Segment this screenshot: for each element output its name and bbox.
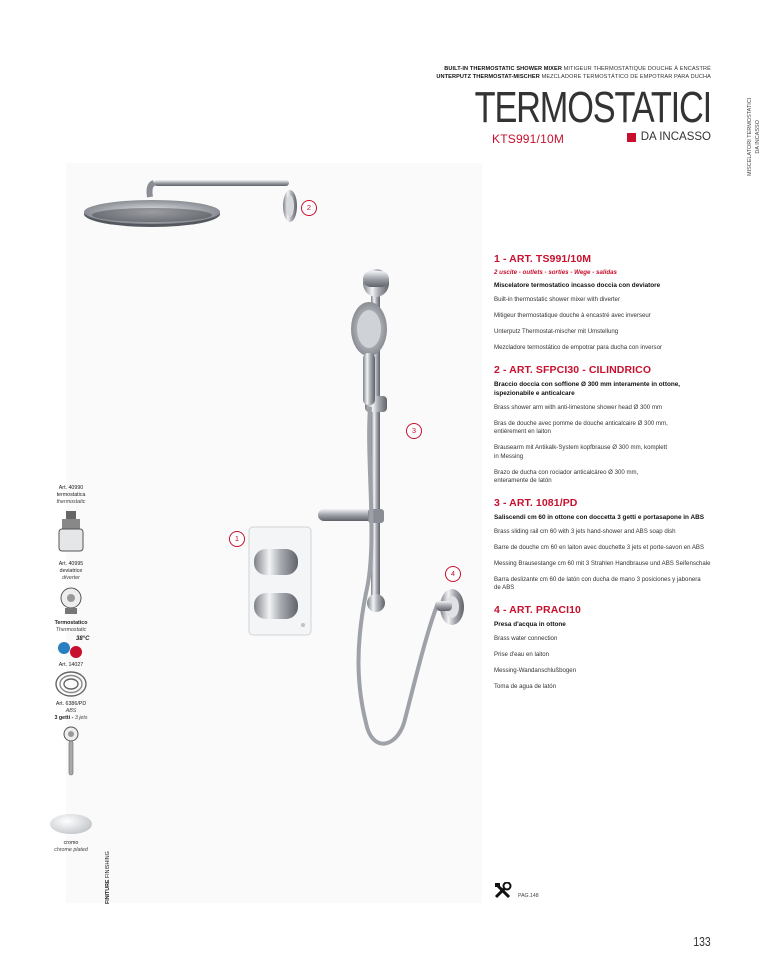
section-line: Unterputz Thermostat-mischer mit Umstellung (494, 328, 619, 335)
finish-name: cromo (63, 840, 79, 846)
section-description-it: Miscelatore termostatico incasso doccia con deviatore (494, 282, 661, 289)
acc-3-name: Termostatico (54, 620, 88, 626)
acc-4-code: Art. 14027 (58, 662, 84, 668)
header-subtitle-1-bold: BUILT-IN THERMOSTATIC SHOWER MIXER (444, 66, 562, 72)
section-description-it: Presa d'acqua in ottone (494, 620, 566, 628)
section-line: Mezcladore termostático de empotrar para ducha con inversor (494, 344, 662, 351)
section-line: Messing-Wandanschlußbogen (494, 666, 577, 674)
thermostatic-cartridge-icon (51, 509, 91, 559)
acc-5-name: ABS (65, 708, 77, 714)
model-code: KTS991/10M (492, 132, 565, 146)
tools-icon (494, 882, 512, 900)
cold-dot-icon (58, 642, 70, 654)
section-description-it: Braccio doccia con soffione Ø 300 mm interamente in ottone, ispezionabile e anticalcare (494, 380, 681, 397)
finish-vertical-label (105, 840, 115, 904)
section-line: Prise d'eau en laiton (494, 650, 550, 658)
install-type (627, 131, 711, 143)
section-subtitle: 2 uscite - outlets - sorties - Wege - salidas (494, 269, 617, 276)
acc-5-jets-en: 3 jets (74, 715, 88, 721)
tools-page-ref: PAG.148 (518, 893, 539, 899)
finish-en: chrome plated (54, 847, 88, 853)
section-line: Built-in thermostatic shower mixer with diverter (494, 296, 620, 303)
accessories-column (30, 485, 112, 854)
callout-badge-1: 1 (229, 531, 245, 547)
section-line: Barra deslizante cm 60 de latón con ducha de mano 3 posiciones y jabonera de ABS (494, 575, 701, 591)
section-line: Brass sliding rail cm 60 with 3 jets hand-shower and ABS soap dish (494, 527, 676, 535)
acc-2-code: Art. 40995 (58, 561, 84, 567)
section-title: 3 - ART. 1081/PD (494, 496, 578, 509)
section-line: Bras de douche avec pomme de douche anticalcaire Ø 300 mm, entièrement en laiton (494, 419, 668, 435)
side-label-line-1: MISCELATORI TERMOSTATICI (747, 97, 753, 176)
acc-1-en: thermostatic (56, 499, 86, 505)
acc-1-code: Art. 40990 (58, 485, 84, 491)
section-description-it: Saliscendi cm 60 in ottone con doccetta 3 getti e portasapone in ABS (494, 513, 704, 521)
spec-section-2 (494, 364, 734, 486)
section-line: Brazo de ducha con rociador anticalcáreo Ø 300 mm, enteramente de latón (494, 468, 639, 484)
section-line: Brausearm mit Antikalk-System kopfbrause Ø 300 mm, komplett in Messing (494, 444, 668, 460)
water-connection (436, 589, 464, 625)
header-subtitle-2 (436, 74, 711, 80)
hot-dot-icon (70, 646, 82, 658)
page-number: 133 (693, 934, 711, 949)
hose-coil-icon (53, 669, 89, 699)
thermostatic-mixer-plate (249, 527, 311, 635)
section-line: Brass shower arm with anti-limestone shower head Ø 300 mm (494, 403, 662, 411)
shower-head-and-arm (84, 180, 297, 227)
product-photo (66, 163, 482, 903)
spec-section-3 (494, 497, 734, 593)
section-line: Barre de douche cm 60 en laiton avec douchette 3 jets et porte-savon en ABS (494, 543, 705, 551)
chrome-finish-swatch (50, 814, 92, 834)
acc-5-jets: 3 getti - (54, 715, 74, 721)
callout-badge-3: 3 (406, 423, 422, 439)
section-title: 2 - ART. SFPCI30 - CILINDRICO (494, 363, 652, 376)
header-subtitle-2-rest: MEZCLADORE TERMOSTÁTICO DE EMPOTRAR PARA DUCHA (541, 74, 711, 80)
acc-2-name: deviatrice (59, 568, 83, 574)
acc-5-code: Art. 6386/PD (55, 701, 87, 707)
header-subtitle-1-rest: MITIGEUR THERMOSTATIQUE DOUCHE À ENCASTRÉ (563, 66, 711, 72)
hand-shower (351, 302, 387, 405)
finish-label-bold: FINITURE (105, 879, 111, 904)
spec-section-4 (494, 604, 734, 692)
acc-2-en: diverter (62, 575, 80, 581)
section-title: 4 - ART. PRACI10 (494, 603, 581, 616)
section-line: Brass water connection (494, 634, 558, 642)
hand-shower-icon (61, 724, 81, 778)
flex-hose (359, 407, 439, 744)
acc-1-name: termostatica (56, 492, 86, 498)
spec-column (494, 253, 734, 702)
section-title: 1 - ART. TS991/10M (494, 253, 592, 265)
callout-badge-2: 2 (301, 200, 317, 216)
acc-3-en: Thermostatic (55, 627, 87, 633)
side-category-label (746, 96, 775, 176)
header-subtitle-1 (444, 66, 711, 72)
installation-tools-ref (494, 882, 539, 900)
temperature-label: 38°C (76, 636, 90, 642)
section-line: Messing Brausestange cm 60 mit 3 Strahlen Handbrause und ABS Seifenschale (494, 559, 711, 567)
page-title: TERMOSTATICI (474, 83, 711, 132)
finish-label-rest: FINISHING (105, 851, 111, 879)
side-label-line-2: DA INCASSO (755, 120, 761, 154)
callout-badge-4: 4 (445, 566, 461, 582)
header-subtitle-2-bold: UNTERPUTZ THERMOSTAT-MISCHER (436, 74, 540, 80)
install-type-label: DA INCASSO (640, 131, 711, 143)
temperature-icon (30, 636, 112, 662)
diverter-cartridge-icon (56, 584, 86, 618)
red-square-icon (627, 133, 636, 142)
section-line: Toma de agua de latón (494, 682, 556, 690)
section-line: Mitigeur thermostatique douche à encastré avec inverseur (494, 312, 651, 319)
shower-set-illustration (66, 163, 482, 903)
spec-section-1 (494, 253, 734, 353)
